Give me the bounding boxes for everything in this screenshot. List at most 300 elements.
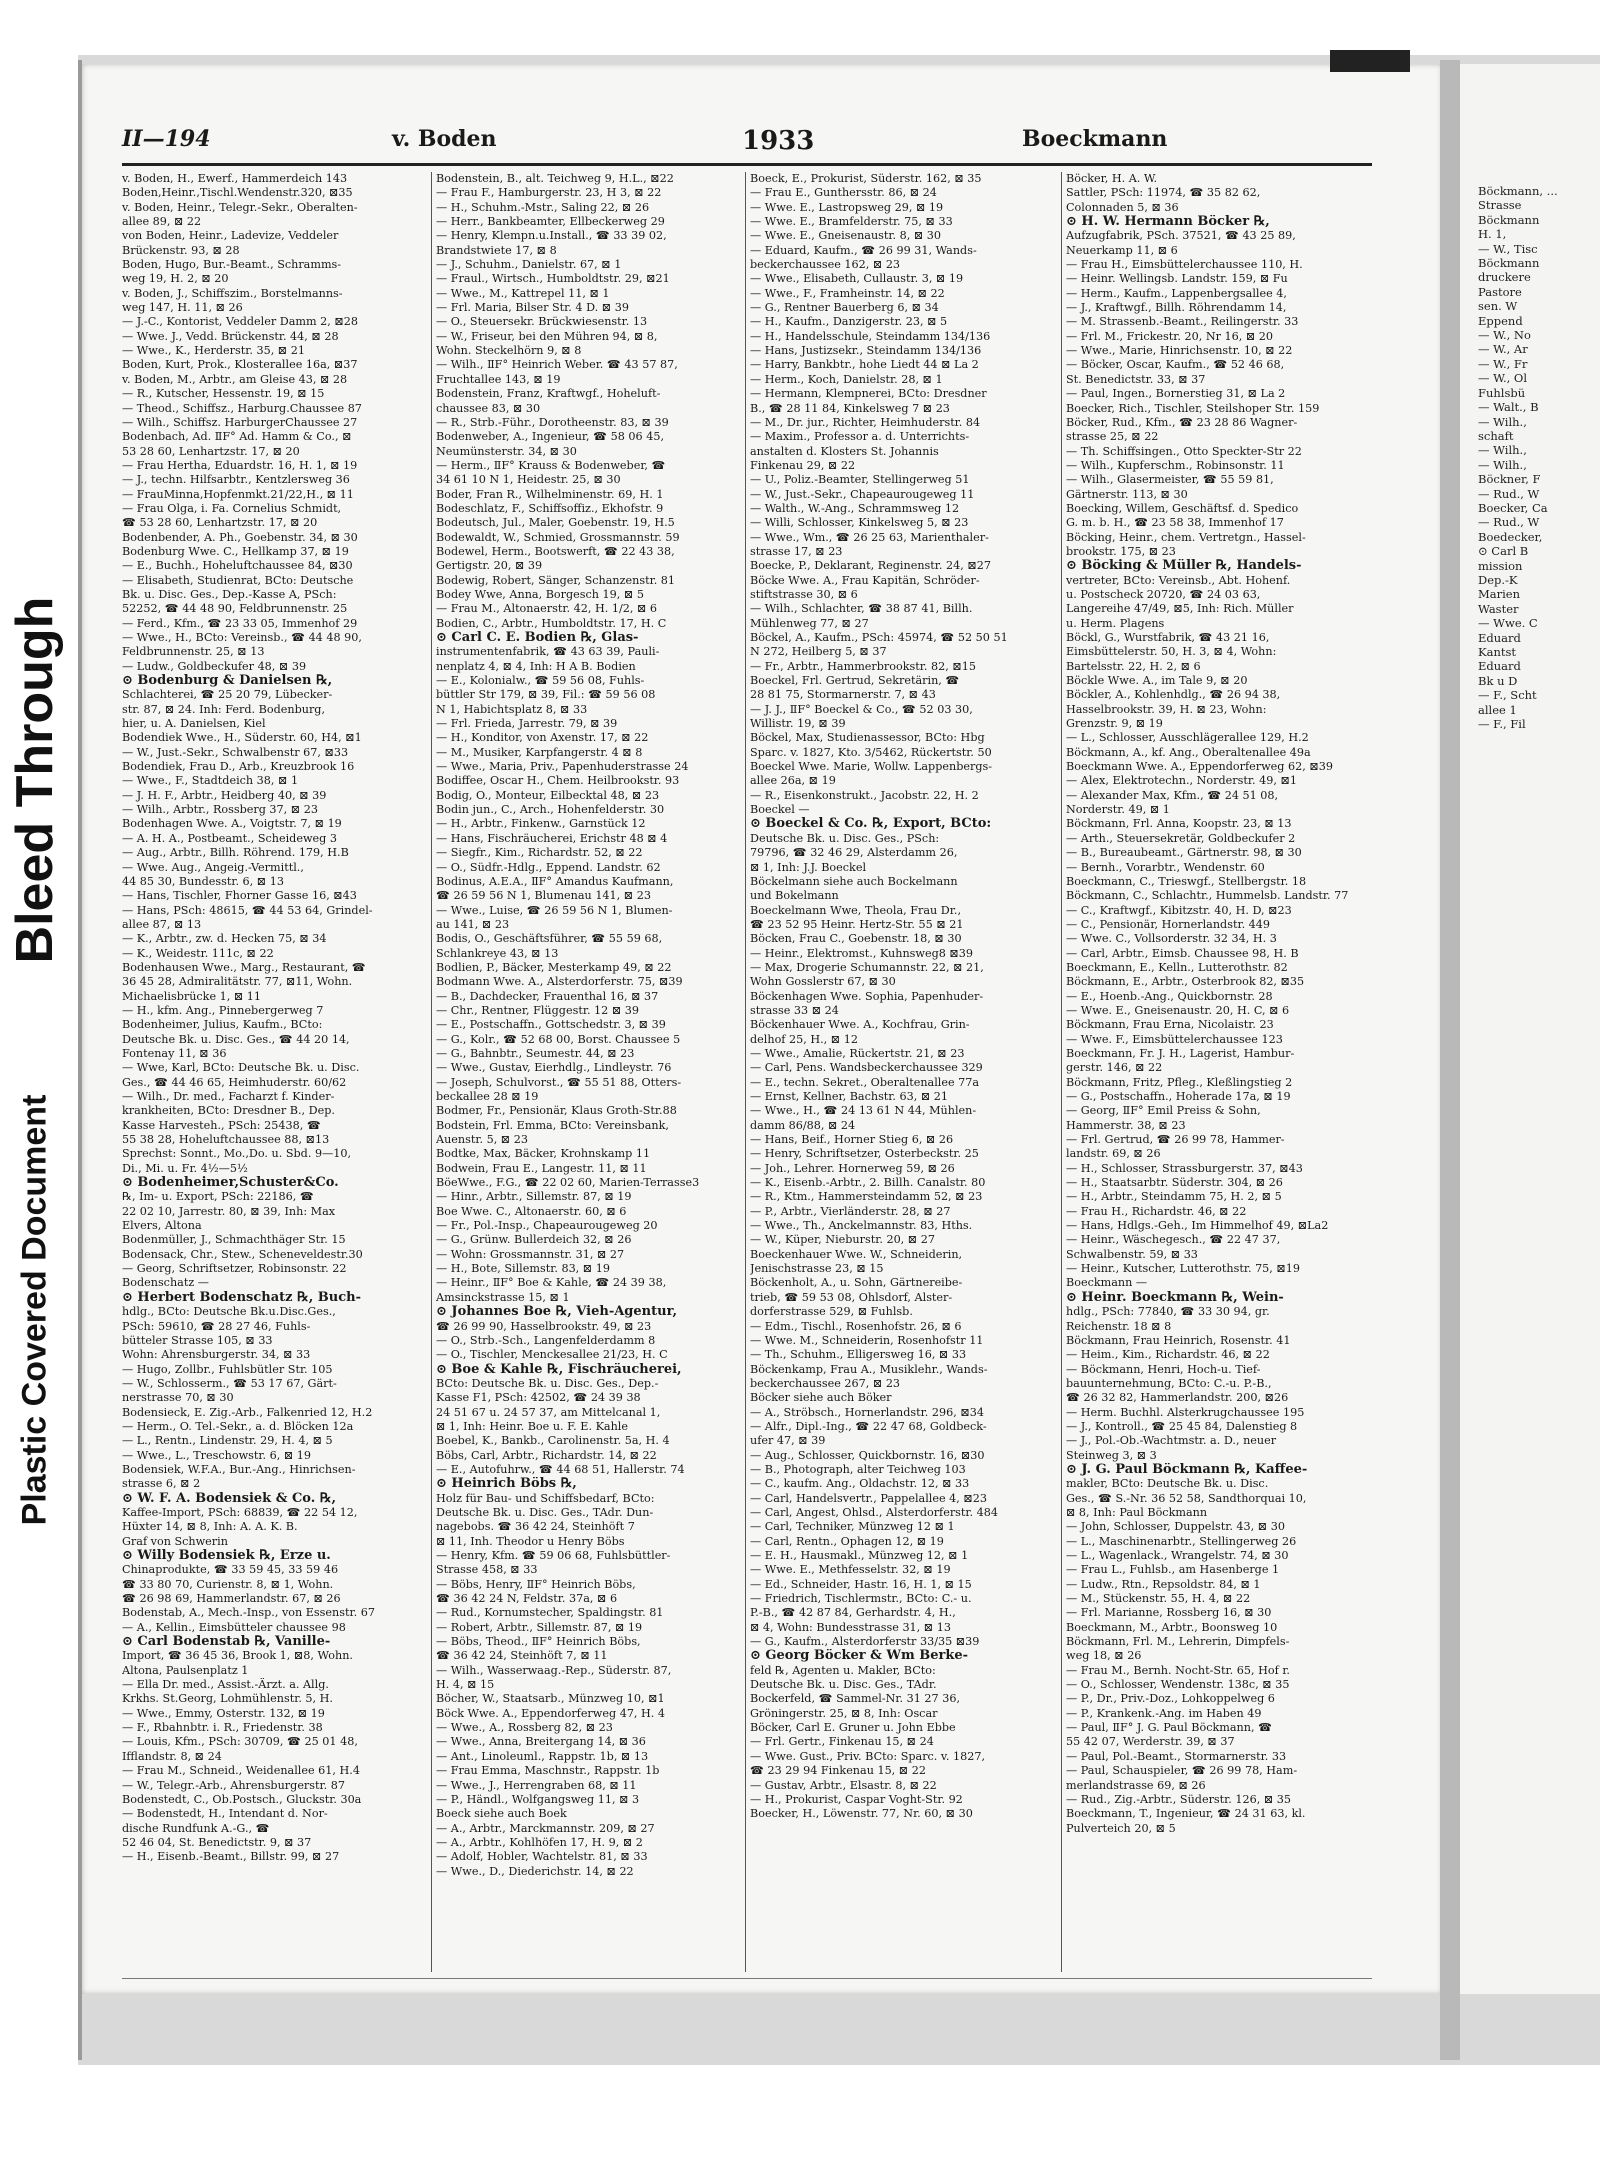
- directory-entry-line: — Frau H., Eimsbüttelerchaussee 110, H.: [1066, 258, 1303, 272]
- directory-entry-line: Bk. u. Disc. Ges., Dep.-Kasse A, PSch:: [122, 587, 337, 601]
- directory-entry-line: vertreter, BCto: Vereinsb., Abt. Hohenf.: [1066, 573, 1291, 587]
- directory-entry-line: hdlg., BCto: Deutsche Bk.u.Disc.Ges.,: [122, 1305, 336, 1319]
- directory-entry-line: ☎ 26 32 82, Hammerlandstr. 200, ⊠26: [1066, 1391, 1289, 1405]
- directory-entry-line: — Carl, Arbtr., Eimsb. Chaussee 98, H. B: [1066, 946, 1299, 960]
- directory-entry-line: — Hans, Hdlgs.-Geh., Im Himmelhof 49, ⊠La2: [1066, 1219, 1329, 1233]
- directory-entry-line: u. Postscheck 20720, ☎ 24 03 63,: [1066, 587, 1261, 601]
- directory-entry-line: Hasselbrookstr. 39, H. ⊠ 23, Wohn:: [1066, 702, 1267, 716]
- directory-entry-line: — H., Handelsschule, Steindamm 134/136: [750, 329, 991, 343]
- directory-entry-line: Böckler, A., Kohlenhdlg., ☎ 26 94 38,: [1066, 688, 1281, 702]
- directory-entry-line: Jenischstrasse 23, ⊠ 15: [750, 1262, 884, 1276]
- directory-entry-line: delhof 25, H., ⊠ 12: [750, 1032, 858, 1046]
- page-header: [122, 124, 1372, 164]
- directory-entry-line: landstr. 69, ⊠ 26: [1066, 1147, 1161, 1161]
- header-right-word: Boeckmann: [1022, 126, 1168, 152]
- directory-entry-line: — W., Küper, Nieburstr. 20, ⊠ 27: [750, 1233, 935, 1247]
- directory-entry-line: Bodtke, Max, Bäcker, Krohnskamp 11: [436, 1147, 651, 1161]
- directory-entry-line: — Wwe. E., Bramfelderstr. 75, ⊠ 33: [750, 215, 953, 229]
- directory-entry-line: — H., Schuhm.-Mstr., Saling 22, ⊠ 26: [436, 200, 650, 214]
- directory-entry-line: Bodeschlatz, F., Schiffsoffiz., Ekhofstr. 9: [436, 501, 664, 515]
- directory-entry-line: Boeckelmann Wwe, Theola, Frau Dr.,: [750, 903, 961, 917]
- directory-entry-line: Bodenbender, A. Ph., Goebenstr. 34, ⊠ 30: [122, 530, 358, 544]
- directory-entry-line: — E. H., Hausmakl., Münzweg 12, ⊠ 1: [750, 1549, 969, 1562]
- directory-entry-line: ⊙ Boeckel & Co. ℞, Export, BCto:: [750, 817, 992, 832]
- facing-page-line: Bk u D: [1478, 673, 1518, 688]
- directory-entry-line: — Wilh., Arbtr., Rossberg 37, ⊠ 23: [122, 803, 318, 817]
- directory-entry-line: — K., Eisenb.-Arbtr., 2. Billh. Canalstr. 80: [750, 1176, 986, 1190]
- directory-entry-line: — E., techn. Sekret., Oberaltenallee 77a: [750, 1075, 980, 1089]
- directory-entry-line: — M., Stückenstr. 55, H. 4, ⊠ 22: [1066, 1592, 1251, 1606]
- directory-entry-line: Michaelisbrücke 1, ⊠ 11: [122, 989, 262, 1003]
- directory-entry-line: 36 45 28, Admiralitätstr. 77, ⊠11, Wohn.: [122, 975, 353, 989]
- directory-entry-line: Boebel, K., Bankb., Carolinenstr. 5a, H. 4: [436, 1434, 670, 1448]
- directory-entry-line: strasse 17, ⊠ 23: [750, 544, 843, 558]
- directory-entry-line: Gärtnerstr. 113, ⊠ 30: [1066, 487, 1188, 501]
- directory-entry-line: Böckmann, Frau Erna, Nicolaistr. 23: [1066, 1018, 1274, 1032]
- directory-entry-line: — G., Grünw. Bullerdeich 32, ⊠ 26: [436, 1233, 632, 1247]
- directory-entry-line: — H., Konditor, von Axenstr. 17, ⊠ 22: [436, 731, 649, 745]
- directory-entry-line: Brückenstr. 93, ⊠ 28: [122, 243, 240, 257]
- directory-entry-line: Boecker, Rich., Tischler, Steilshoper Str. 159: [1066, 401, 1320, 415]
- directory-entry-line: — Wwe., K., Herderstr. 35, ⊠ 21: [122, 344, 305, 358]
- header-year: 1933: [742, 126, 815, 156]
- directory-entry-line: — Wwe., Luise, ☎ 26 59 56 N 1, Blumen-: [436, 903, 673, 917]
- directory-entry-line: Böckmann, Frl. Anna, Koopstr. 23, ⊠ 13: [1066, 817, 1292, 831]
- directory-entry-line: Boeckel Wwe. Marie, Wollw. Lappenbergs-: [750, 760, 993, 774]
- directory-entry-line: Böcker siehe auch Böker: [750, 1391, 892, 1405]
- directory-entry-line: — R., Kutscher, Hessenstr. 19, ⊠ 15: [122, 387, 325, 401]
- directory-entry-line: — W., Just.-Sekr., Schwalbenstr 67, ⊠33: [122, 745, 349, 759]
- facing-page-line: schaft: [1478, 428, 1514, 443]
- directory-entry-line: — Louis, Kfm., PSch: 30709, ☎ 25 01 48,: [122, 1735, 358, 1749]
- directory-entry-line: Gröningerstr. 25, ⊠ 8, Inh: Oscar: [750, 1706, 938, 1720]
- directory-entry-line: Bartelsstr. 22, H. 2, ⊠ 6: [1066, 659, 1201, 673]
- directory-entry-line: — Th., Schuhm., Elligersweg 16, ⊠ 33: [750, 1348, 967, 1362]
- directory-entry-line: v. Boden, J., Schiffszim., Borstelmanns-: [122, 286, 343, 300]
- directory-entry-line: — Henry, Klempn.u.Install., ☎ 33 39 02,: [436, 229, 667, 243]
- directory-entry-line: Böck Wwe. A., Eppendorferweg 47, H. 4: [436, 1706, 666, 1720]
- directory-entry-line: — Carl, Pens. Wandsbeckerchaussee 329: [750, 1061, 983, 1075]
- directory-entry-line: Bodensack, Chr., Stew., Scheneveldestr.30: [122, 1247, 363, 1261]
- directory-entry-line: Bodenhagen Wwe. A., Voigtstr. 7, ⊠ 19: [122, 817, 342, 831]
- directory-entry-line: Bodenstedt, C., Ob.Postsch., Gluckstr. 30a: [122, 1792, 362, 1806]
- directory-entry-line: beckerchaussee 162, ⊠ 23: [750, 258, 901, 272]
- directory-entry-line: — R., Strb.-Führ., Dorotheenstr. 83, ⊠ 39: [436, 415, 669, 429]
- directory-entry-line: — Heinr., Elektromst., Kuhnsweg8 ⊠39: [750, 946, 974, 960]
- directory-entry-line: St. Benedictstr. 33, ⊠ 37: [1066, 372, 1206, 386]
- directory-entry-line: — P., Händl., Wolfgangsweg 11, ⊠ 3: [436, 1792, 640, 1806]
- directory-entry-line: — L., Maschinenarbtr., Stellingerweg 26: [1066, 1534, 1297, 1548]
- directory-entry-line: Amsinckstrasse 15, ⊠ 1: [436, 1290, 570, 1304]
- directory-entry-line: — Hinr., Arbtr., Sillemstr. 87, ⊠ 19: [436, 1190, 632, 1204]
- directory-entry-line: Boecker, H., Löwenstr. 77, Nr. 60, ⊠ 30: [750, 1807, 973, 1821]
- directory-entry-line: — Fraul., Wirtsch., Humboldtstr. 29, ⊠21: [436, 272, 670, 286]
- directory-entry-line: weg 19, H. 2, ⊠ 20: [122, 272, 229, 286]
- directory-entry-line: Langereihe 47/49, ⊠5, Inh: Rich. Müller: [1066, 602, 1294, 616]
- directory-entry-line: — O., Südfr.-Hdlg., Eppend. Landstr. 62: [436, 860, 661, 874]
- directory-entry-line: und Bokelmann: [750, 889, 839, 903]
- directory-entry-line: — Wwe., Amalie, Rückertstr. 21, ⊠ 23: [750, 1046, 965, 1060]
- facing-page-line: — W., Tisc: [1478, 241, 1538, 256]
- directory-entry-line: Boeckmann —: [1066, 1276, 1148, 1290]
- facing-page-line: Pastore: [1478, 284, 1522, 299]
- directory-entry-line: Boeckel, Frl. Gertrud, Sekretärin, ☎: [750, 674, 960, 688]
- directory-entry-line: ⊠ 1, Inh: J.J. Boeckel: [750, 860, 867, 874]
- directory-entry-line: Boeckenhauer Wwe. W., Schneiderin,: [750, 1247, 963, 1261]
- directory-entry-line: — Paul, Ingen., Bornerstieg 31, ⊠ La 2: [1066, 387, 1286, 401]
- directory-entry-line: Brandstwiete 17, ⊠ 8: [436, 243, 557, 257]
- directory-entry-line: — G., Kaufm., Alsterdorferstr 33/35 ⊠39: [750, 1635, 980, 1649]
- directory-entry-line: Schwalbenstr. 59, ⊠ 33: [1066, 1247, 1198, 1261]
- directory-entry-line: — Th. Schiffsingen., Otto Speckter-Str 22: [1066, 444, 1302, 458]
- directory-entry-line: — Frau M., Altonaerstr. 42, H. 1/2, ⊠ 6: [436, 602, 657, 616]
- directory-entry-line: — Frau Emma, Maschnstr., Rappstr. 1b: [436, 1764, 660, 1778]
- directory-entry-line: — Bernh., Vorarbtr., Wendenstr. 60: [1066, 860, 1265, 874]
- directory-entry-line: ⊙ Heinr. Boeckmann ℞, Wein-: [1066, 1290, 1284, 1305]
- directory-entry-line: — Hermann, Klempnerei, BCto: Dresdner: [750, 387, 987, 401]
- directory-entry-line: — F., Rbahnbtr. i. R., Friedenstr. 38: [122, 1721, 323, 1735]
- directory-entry-line: Bodey Wwe, Anna, Borgesch 19, ⊠ 5: [436, 587, 644, 601]
- directory-entry-line: Böckelmann siehe auch Bockelmann: [750, 874, 958, 888]
- directory-entry-line: — Frau H., Richardstr. 46, ⊠ 22: [1066, 1204, 1247, 1218]
- directory-entry-line: strasse 6, ⊠ 2: [122, 1477, 201, 1491]
- directory-entry-line: Bodewig, Robert, Sänger, Schanzenstr. 81: [436, 573, 676, 587]
- directory-entry-line: ⊙ Herbert Bodenschatz ℞, Buch-: [122, 1290, 361, 1305]
- directory-entry-line: Böckenholt, A., u. Sohn, Gärtnereibe-: [750, 1276, 963, 1290]
- directory-entry-line: Boeckel —: [750, 803, 810, 817]
- directory-entry-line: 53 28 60, Lenhartzstr. 17, ⊠ 20: [122, 444, 300, 458]
- directory-entry-line: — Max, Drogerie Schumannstr. 22, ⊠ 21,: [750, 960, 984, 974]
- column-3: [750, 172, 1052, 1972]
- directory-entry-line: — Fr., Arbtr., Hammerbrookstr. 82, ⊠15: [750, 659, 976, 673]
- directory-entry-line: von Boden, Heinr., Ladevize, Veddeler: [122, 229, 339, 243]
- directory-entry-line: — Paul, ⅡF° J. G. Paul Böckmann, ☎: [1066, 1721, 1272, 1735]
- directory-entry-line: Sparc. v. 1827, Kto. 3/5462, Rückertstr. 50: [750, 745, 992, 759]
- directory-entry-line: ⊙ J. G. Paul Böckmann ℞, Kaffee-: [1066, 1462, 1308, 1477]
- directory-entry-line: — Heinr., Wäschegesch., ☎ 22 47 37,: [1066, 1233, 1281, 1247]
- directory-entry-line: — Herr., Bankbeamter, Ellbeckerweg 29: [436, 215, 665, 229]
- column-divider: [431, 172, 432, 1972]
- directory-entry-line: 55 38 28, Hoheluftchaussee 88, ⊠13: [122, 1133, 330, 1147]
- directory-entry-line: — O., Tischler, Menckesallee 21/23, H. C: [436, 1348, 668, 1362]
- directory-entry-line: — Wwe. M., Schneiderin, Rosenhofstr 11: [750, 1333, 984, 1347]
- directory-entry-line: Boecking, Willem, Geschäftsf. d. Spedico: [1066, 501, 1299, 515]
- directory-entry-line: v. Boden, M., Arbtr., am Gleise 43, ⊠ 28: [122, 372, 348, 386]
- directory-entry-line: — O., Schlosser, Wendenstr. 138c, ⊠ 35: [1066, 1678, 1290, 1692]
- directory-entry-line: Boeckmann Wwe. A., Eppendorferweg 62, ⊠39: [1066, 760, 1333, 774]
- directory-entry-line: — Joseph, Schulvorst., ☎ 55 51 88, Otters-: [436, 1075, 682, 1089]
- directory-entry-line: — Frau Olga, i. Fa. Cornelius Schmidt,: [122, 501, 342, 515]
- directory-entry-line: — H., Eisenb.-Beamt., Billstr. 99, ⊠ 27: [122, 1850, 340, 1864]
- directory-entry-line: — Wilh., Schiffsz. HarburgerChaussee 27: [122, 415, 358, 429]
- bottom-rule: [122, 1978, 1372, 1979]
- directory-entry-line: Neumünsterstr. 34, ⊠ 30: [436, 444, 577, 458]
- column-2: [436, 172, 738, 1972]
- directory-entry-line: — C., Kraftwgf., Kibitzstr. 40, H. D, ⊠23: [1066, 903, 1292, 917]
- directory-entry-line: ☎ 36 42 24, Steinhöft 7, ⊠ 11: [436, 1649, 608, 1663]
- directory-entry-line: — J. H. F., Arbtr., Heidberg 40, ⊠ 39: [122, 788, 327, 802]
- directory-entry-line: — Harry, Bankbtr., hohe Liedt 44 ⊠ La 2: [750, 358, 979, 372]
- directory-entry-line: — W., Friseur, bei den Mühren 94, ⊠ 8,: [436, 329, 658, 343]
- directory-entry-line: — Frl. M., Frickestr. 20, Nr 16, ⊠ 20: [1066, 329, 1274, 343]
- directory-entry-line: — P., Dr., Priv.-Doz., Lohkoppelweg 6: [1066, 1692, 1275, 1706]
- directory-entry-line: ☎ 53 28 60, Lenhartzstr. 17, ⊠ 20: [122, 516, 318, 530]
- directory-entry-line: — C., kaufm. Ang., Oldachstr. 12, ⊠ 33: [750, 1477, 970, 1491]
- directory-entry-line: hdlg., PSch: 77840, ☎ 33 30 94, gr.: [1066, 1305, 1270, 1319]
- directory-entry-line: — Frl. Maria, Bilser Str. 4 D. ⊠ 39: [436, 301, 629, 315]
- directory-entry-line: — Böbs, Henry, ⅡF° Heinrich Böbs,: [436, 1577, 636, 1591]
- facing-page-line: — F., Fil: [1478, 717, 1526, 732]
- directory-entry-line: — Carl, Techniker, Münzweg 12 ⊠ 1: [750, 1520, 955, 1534]
- directory-entry-line: BCto: Deutsche Bk. u. Disc. Ges., Dep.-: [436, 1376, 659, 1390]
- directory-entry-line: — G., Kolr., ☎ 52 68 00, Borst. Chaussee 5: [436, 1032, 681, 1046]
- directory-entry-line: — Frau M., Bernh. Nocht-Str. 65, Hof r.: [1066, 1663, 1290, 1677]
- directory-entry-line: — Hans, Justizsekr., Steindamm 134/136: [750, 344, 982, 358]
- column-divider: [745, 172, 746, 1972]
- directory-entry-line: — Wwe. F., Eimsbüttelerchaussee 123: [1066, 1032, 1283, 1046]
- directory-entry-line: Böcher, W., Staatsarb., Münzweg 10, ⊠1: [436, 1692, 665, 1706]
- directory-entry-line: ℞, Im- u. Export, PSch: 22186, ☎: [122, 1190, 314, 1204]
- book-gutter: [1440, 60, 1460, 2060]
- directory-entry-line: Elvers, Altona: [122, 1219, 202, 1233]
- directory-entry-line: — M. Strassenb.-Beamt., Reilingerstr. 33: [1066, 315, 1299, 329]
- header-left-word: v. Boden: [392, 126, 497, 152]
- facing-page-line: allee 1: [1478, 702, 1517, 717]
- directory-entry-line: — L., Wagenlack., Wrangelstr. 74, ⊠ 30: [1066, 1549, 1289, 1562]
- header-rule: [122, 163, 1372, 166]
- directory-entry-line: — Ludw., Goldbeckufer 48, ⊠ 39: [122, 659, 307, 673]
- directory-entry-line: anstalten d. Klosters St. Johannis: [750, 444, 939, 458]
- directory-entry-line: damm 86/88, ⊠ 24: [750, 1118, 856, 1132]
- directory-entry-line: Bodenschatz —: [122, 1276, 209, 1290]
- directory-entry-line: — P., Arbtr., Vierländerstr. 28, ⊠ 27: [750, 1204, 951, 1218]
- directory-entry-line: Gertigstr. 20, ⊠ 39: [436, 559, 543, 573]
- directory-entry-line: — Herm., O. Tel.-Sekr., a. d. Blöcken 12a: [122, 1419, 354, 1433]
- facing-page-line: Böckmann: [1478, 212, 1540, 227]
- directory-entry-line: chaussee 83, ⊠ 30: [436, 401, 541, 415]
- directory-entry-line: — Hans, PSch: 48615, ☎ 44 53 64, Grindel-: [122, 903, 373, 917]
- directory-entry-line: — M., Musiker, Karpfangerstr. 4 ⊠ 8: [436, 745, 643, 759]
- directory-entry-line: Feldbrunnenstr. 25, ⊠ 13: [122, 645, 265, 659]
- facing-page-line: — W., Ar: [1478, 342, 1528, 357]
- column-1: [122, 172, 424, 1972]
- directory-entry-line: — Chr., Rentner, Flüggestr. 12 ⊠ 39: [436, 1003, 640, 1017]
- directory-entry-line: — R., Eisenkonstrukt., Jacobstr. 22, H. 2: [750, 788, 979, 802]
- directory-entry-line: ⊙ Bodenheimer,Schuster&Co.: [122, 1176, 339, 1191]
- directory-entry-line: ⊙ Carl C. E. Bodien ℞, Glas-: [436, 631, 639, 645]
- directory-entry-line: Bodeutsch, Jul., Maler, Goebenstr. 19, H.5: [436, 516, 675, 530]
- directory-entry-line: — Frl. Frieda, Jarrestr. 79, ⊠ 39: [436, 717, 618, 731]
- directory-entry-line: — Frau L., Fuhlsb., am Hasenberge 1: [1066, 1563, 1280, 1577]
- directory-entry-line: dorferstrasse 529, ⊠ Fuhlsb.: [750, 1305, 913, 1319]
- facing-page-line: — Rud., W: [1478, 515, 1540, 530]
- directory-entry-line: — G., Rentner Bauerberg 6, ⊠ 34: [750, 301, 939, 315]
- directory-entry-line: Sprechst: Sonnt., Mo.,Do. u. Sbd. 9—10,: [122, 1147, 352, 1161]
- directory-entry-line: — Joh., Lehrer. Hornerweg 59, ⊠ 26: [750, 1161, 955, 1175]
- directory-entry-line: 52252, ☎ 44 48 90, Feldbrunnenstr. 25: [122, 602, 348, 616]
- directory-entry-line: Bodiffee, Oscar H., Chem. Heilbrookstr. 93: [436, 774, 680, 788]
- directory-entry-line: — Wwe., Maria, Priv., Papenhuderstrasse 24: [436, 760, 689, 774]
- directory-entry-line: Pulverteich 20, ⊠ 5: [1066, 1821, 1176, 1835]
- directory-entry-line: — Böbs, Theod., ⅡF° Heinrich Böbs,: [436, 1635, 641, 1649]
- directory-entry-line: — Carl, Handelsvertr., Pappelallee 4, ⊠23: [750, 1491, 987, 1505]
- plastic-covered-label: Plastic Covered Document: [15, 1094, 54, 1526]
- directory-entry-line: merlandstrasse 69, ⊠ 26: [1066, 1778, 1206, 1792]
- directory-entry-line: — J., techn. Hilfsarbtr., Kentzlersweg 36: [122, 473, 350, 487]
- directory-entry-line: nenplatz 4, ⊠ 4, Inh: H A B. Bodien: [436, 659, 636, 673]
- directory-entry-line: ⊙ Bodenburg & Danielsen ℞,: [122, 674, 333, 689]
- directory-entry-line: Ges., ☎ 44 46 65, Heimhuderstr. 60/62: [122, 1075, 347, 1089]
- directory-entry-line: Schlachterei, ☎ 25 20 79, Lübecker-: [122, 688, 333, 702]
- directory-entry-line: — Herm. Buchhl. Alsterkrugchaussee 195: [1066, 1405, 1305, 1419]
- directory-entry-line: — Wwe., F., Framheinstr. 14, ⊠ 22: [750, 286, 945, 300]
- directory-entry-line: au 141, ⊠ 23: [436, 917, 510, 931]
- directory-entry-line: Böbs, Carl, Arbtr., Richardstr. 14, ⊠ 22: [436, 1448, 657, 1462]
- directory-entry-line: B., ☎ 28 11 84, Kinkelsweg 7 ⊠ 23: [750, 401, 950, 415]
- directory-entry-line: — E., Kolonialw., ☎ 59 56 08, Fuhls-: [436, 674, 645, 688]
- directory-entry-line: ⊙ Johannes Boe ℞, Vieh-Agentur,: [436, 1305, 677, 1320]
- directory-entry-line: Deutsche Bk. u. Disc. Ges., PSch:: [750, 831, 940, 845]
- directory-entry-line: Bodig, O., Monteur, Eilbecktal 48, ⊠ 23: [436, 788, 660, 802]
- directory-entry-line: — Wilh., Kupferschm., Robinsonstr. 11: [1066, 458, 1285, 472]
- directory-entry-line: ⊙ W. F. A. Bodensiek & Co. ℞,: [122, 1491, 336, 1506]
- directory-entry-line: Kasse F1, PSch: 42502, ☎ 24 39 38: [436, 1391, 641, 1405]
- facing-page-line: Eduard: [1478, 630, 1521, 645]
- directory-entry-line: — W., Just.-Sekr., Chapeaurougeweg 11: [750, 487, 975, 501]
- directory-entry-line: BöeWwe., F.G., ☎ 22 02 60, Marien-Terrasse3: [436, 1176, 700, 1190]
- directory-entry-line: v. Boden, H., Ewerf., Hammerdeich 143: [122, 172, 348, 185]
- directory-entry-line: — Wwe., Gustav, Eierhdlg., Lindleystr. 76: [436, 1061, 672, 1075]
- directory-entry-line: Krkhs. St.Georg, Lohmühlenstr. 5, H.: [122, 1692, 333, 1706]
- directory-entry-line: Böckle Wwe. A., im Tale 9, ⊠ 20: [1066, 674, 1248, 688]
- directory-entry-line: — Wwe. E., Lastropsweg 29, ⊠ 19: [750, 200, 944, 214]
- directory-entry-line: — Herm., Koch, Danielstr. 28, ⊠ 1: [750, 372, 943, 386]
- directory-entry-line: allee 87, ⊠ 13: [122, 917, 202, 931]
- directory-entry-line: — H., Prokurist, Caspar Voght-Str. 92: [750, 1792, 963, 1806]
- directory-entry-line: Neuerkamp 11, ⊠ 6: [1066, 243, 1178, 257]
- directory-entry-line: — J. J., ⅡF° Boeckel & Co., ☎ 52 03 30,: [750, 702, 973, 716]
- facing-page-line: — Wilh.,: [1478, 414, 1527, 429]
- directory-entry-line: Bodenweber, A., Ingenieur, ☎ 58 06 45,: [436, 430, 665, 444]
- directory-entry-line: — Frau E., Gunthersstr. 86, ⊠ 24: [750, 186, 937, 200]
- directory-entry-line: — Wilh., Glasermeister, ☎ 55 59 81,: [1066, 473, 1274, 487]
- directory-entry-line: — Hugo, Zollbr., Fuhlsbütler Str. 105: [122, 1362, 333, 1376]
- directory-entry-line: Import, ☎ 36 45 36, Brook 1, ⊠8, Wohn.: [122, 1649, 353, 1663]
- directory-entry-line: Sattler, PSch: 11974, ☎ 35 82 62,: [1066, 186, 1261, 200]
- directory-entry-line: — Paul, Schauspieler, ☎ 26 99 78, Ham-: [1066, 1764, 1298, 1778]
- directory-entry-line: Böckmann, Fritz, Pfleg., Kleßlingstieg 2: [1066, 1075, 1293, 1089]
- directory-entry-line: — A., Arbtr., Kohlhöfen 17, H. 9, ⊠ 2: [436, 1835, 643, 1849]
- directory-entry-line: 52 46 04, St. Benedictstr. 9, ⊠ 37: [122, 1835, 312, 1849]
- directory-entry-line: — Eduard, Kaufm., ☎ 26 99 31, Wands-: [750, 243, 977, 257]
- facing-page-line: Strasse: [1478, 198, 1522, 213]
- directory-entry-line: Böcking, Heinr., chem. Vertretgn., Hassel-: [1066, 530, 1306, 544]
- directory-entry-line: — Wwe., F., Stadtdeich 38, ⊠ 1: [122, 774, 299, 788]
- directory-entry-line: — Paul, Pol.-Beamt., Stormarnerstr. 33: [1066, 1749, 1287, 1763]
- directory-entry-line: — A., Arbtr., Marckmannstr. 209, ⊠ 27: [436, 1821, 655, 1835]
- directory-entry-line: H. 4, ⊠ 15: [436, 1678, 495, 1692]
- directory-entry-line: Chinaprodukte, ☎ 33 59 45, 33 59 46: [122, 1563, 339, 1577]
- directory-entry-line: — John, Schlosser, Duppelstr. 43, ⊠ 30: [1066, 1520, 1285, 1534]
- directory-entry-line: — Frau Hertha, Eduardstr. 16, H. 1, ⊠ 19: [122, 458, 358, 472]
- directory-entry-line: — Frau F., Hamburgerstr. 23, H 3, ⊠ 22: [436, 186, 662, 200]
- directory-entry-line: weg 18, ⊠ 26: [1066, 1649, 1142, 1663]
- directory-entry-line: 55 42 07, Werderstr. 39, ⊠ 37: [1066, 1735, 1235, 1749]
- directory-entry-line: Boeckmann, T., Ingenieur, ☎ 24 31 63, kl.: [1066, 1807, 1306, 1821]
- facing-page-line: Dep.-K: [1478, 572, 1518, 587]
- directory-entry-line: Boeckmann, C., Trieswgf., Stellbergstr. 18: [1066, 874, 1307, 888]
- directory-entry-line: — Ant., Linoleuml., Rappstr. 1b, ⊠ 13: [436, 1749, 649, 1763]
- directory-entry-line: makler, BCto: Deutsche Bk. u. Disc.: [1066, 1477, 1269, 1491]
- directory-entry-line: — Wwe., Wm., ☎ 26 25 63, Marienthaler-: [750, 530, 989, 544]
- directory-entry-line: Reichenstr. 18 ⊠ 8: [1066, 1319, 1172, 1333]
- directory-entry-line: 34 61 10 N 1, Heidestr. 25, ⊠ 30: [436, 473, 621, 487]
- directory-entry-line: Böcken, Frau C., Goebenstr. 18, ⊠ 30: [750, 932, 962, 946]
- facing-page-line: Böckmann: [1478, 256, 1540, 271]
- directory-entry-line: Bodenmüller, J., Schmachthäger Str. 15: [122, 1233, 346, 1247]
- directory-entry-line: — Robert, Arbtr., Sillemstr. 87, ⊠ 19: [436, 1620, 643, 1634]
- directory-entry-line: Bodenstein, Franz, Kraftwgf., Hoheluft-: [436, 387, 661, 401]
- directory-entry-line: — Georg, ⅡF° Emil Preiss & Sohn,: [1066, 1104, 1261, 1118]
- directory-entry-line: Böckmann, E., Arbtr., Osterbrook 82, ⊠35: [1066, 975, 1305, 989]
- directory-entry-line: — K., Weidestr. 111c, ⊠ 22: [122, 946, 274, 960]
- directory-entry-line: — FrauMinna,Hopfenmkt.21/22,H., ⊠ 11: [122, 487, 354, 501]
- directory-entry-line: — Frl. Gertrud, ☎ 26 99 78, Hammer-: [1066, 1133, 1285, 1147]
- directory-entry-line: — Walth., W.-Ang., Schrammsweg 12: [750, 501, 960, 515]
- directory-entry-line: — Adolf, Hobler, Wachtelstr. 81, ⊠ 33: [436, 1850, 648, 1864]
- facing-page-line: ⊙ Carl B: [1478, 544, 1529, 559]
- directory-entry-line: ufer 47, ⊠ 39: [750, 1434, 826, 1448]
- directory-entry-line: bütteler Strasse 105, ⊠ 33: [122, 1333, 273, 1347]
- directory-entry-line: Bodenstab, A., Mech.-Insp., von Essenstr. 67: [122, 1606, 375, 1620]
- directory-entry-line: — O., Steuersekr. Brückwiesenstr. 13: [436, 315, 648, 329]
- directory-entry-line: — Wwe., Th., Anckelmannstr. 83, Hths.: [750, 1219, 973, 1233]
- directory-entry-line: Ges., ☎ S.-Nr. 36 52 58, Sandthorquai 10,: [1066, 1491, 1307, 1505]
- directory-entry-line: — Edm., Tischl., Rosenhofstr. 26, ⊠ 6: [750, 1319, 962, 1333]
- directory-entry-line: — Elisabeth, Studienrat, BCto: Deutsche: [122, 573, 354, 587]
- directory-entry-line: Boder, Fran R., Wilhelminenstr. 69, H. 1: [436, 487, 664, 501]
- directory-entry-line: Böcker, Carl E. Gruner u. John Ebbe: [750, 1721, 956, 1735]
- directory-entry-line: ☎ 23 52 95 Heinr. Hertz-Str. 55 ⊠ 21: [750, 917, 964, 931]
- directory-entry-line: — Wwe., L., Treschowstr. 6, ⊠ 19: [122, 1448, 312, 1462]
- facing-page-line: — W., Ol: [1478, 371, 1528, 386]
- directory-entry-line: Deutsche Bk. u. Disc. Ges., TAdr. Dun-: [436, 1505, 654, 1519]
- directory-entry-line: Bodinus, A.E.A., ⅡF° Amandus Kaufmann,: [436, 874, 674, 888]
- directory-entry-line: — E., Postschaffn., Gottschedstr. 3, ⊠ 39: [436, 1018, 666, 1032]
- directory-entry-line: Holz für Bau- und Schiffsbedarf, BCto:: [436, 1491, 655, 1505]
- directory-entry-line: Di., Mi. u. Fr. 4½—5½: [122, 1161, 248, 1175]
- directory-entry-line: — Carl, Angest, Ohlsd., Alsterdorferstr. 484: [750, 1505, 998, 1519]
- directory-entry-line: — A., Ströbsch., Hornerlandstr. 296, ⊠34: [750, 1405, 984, 1419]
- directory-entry-line: — B., Dachdecker, Frauenthal 16, ⊠ 37: [436, 989, 659, 1003]
- directory-entry-line: Böckenhagen Wwe. Sophia, Papenhuder-: [750, 989, 984, 1003]
- facing-page-line: Marien: [1478, 587, 1521, 602]
- directory-entry-line: Bodendiek, Frau D., Arb., Kreuzbrook 16: [122, 760, 355, 774]
- directory-entry-line: Auenstr. 5, ⊠ 23: [436, 1133, 528, 1147]
- directory-entry-line: ☎ 23 29 94 Finkenau 15, ⊠ 22: [750, 1764, 926, 1778]
- directory-entry-line: Böckmann, Frl. M., Lehrerin, Dimpfels-: [1066, 1635, 1290, 1649]
- directory-entry-line: Bodewel, Herm., Bootswerft, ☎ 22 43 38,: [436, 544, 675, 558]
- directory-entry-line: — Wwe. E., Gneisenaustr. 8, ⊠ 30: [750, 229, 942, 243]
- directory-entry-line: — Wwe, Karl, BCto: Deutsche Bk. u. Disc.: [122, 1061, 360, 1075]
- directory-entry-line: ⊙ Böcking & Müller ℞, Handels-: [1066, 559, 1302, 574]
- directory-entry-line: — H., Kaufm., Danzigerstr. 23, ⊠ 5: [750, 315, 948, 329]
- directory-entry-line: — Böcker, Oscar, Kaufm., ☎ 52 46 68,: [1066, 358, 1285, 372]
- directory-entry-line: — Ella Dr. med., Assist.-Ärzt. a. Allg.: [122, 1678, 329, 1692]
- directory-entry-line: — Georg, Schriftsetzer, Robinsonstr. 22: [122, 1262, 347, 1276]
- directory-entry-line: 79796, ☎ 32 46 29, Alsterdamm 26,: [750, 846, 958, 860]
- directory-entry-line: ☎ 26 98 69, Hammerlandstr. 67, ⊠ 26: [122, 1592, 341, 1606]
